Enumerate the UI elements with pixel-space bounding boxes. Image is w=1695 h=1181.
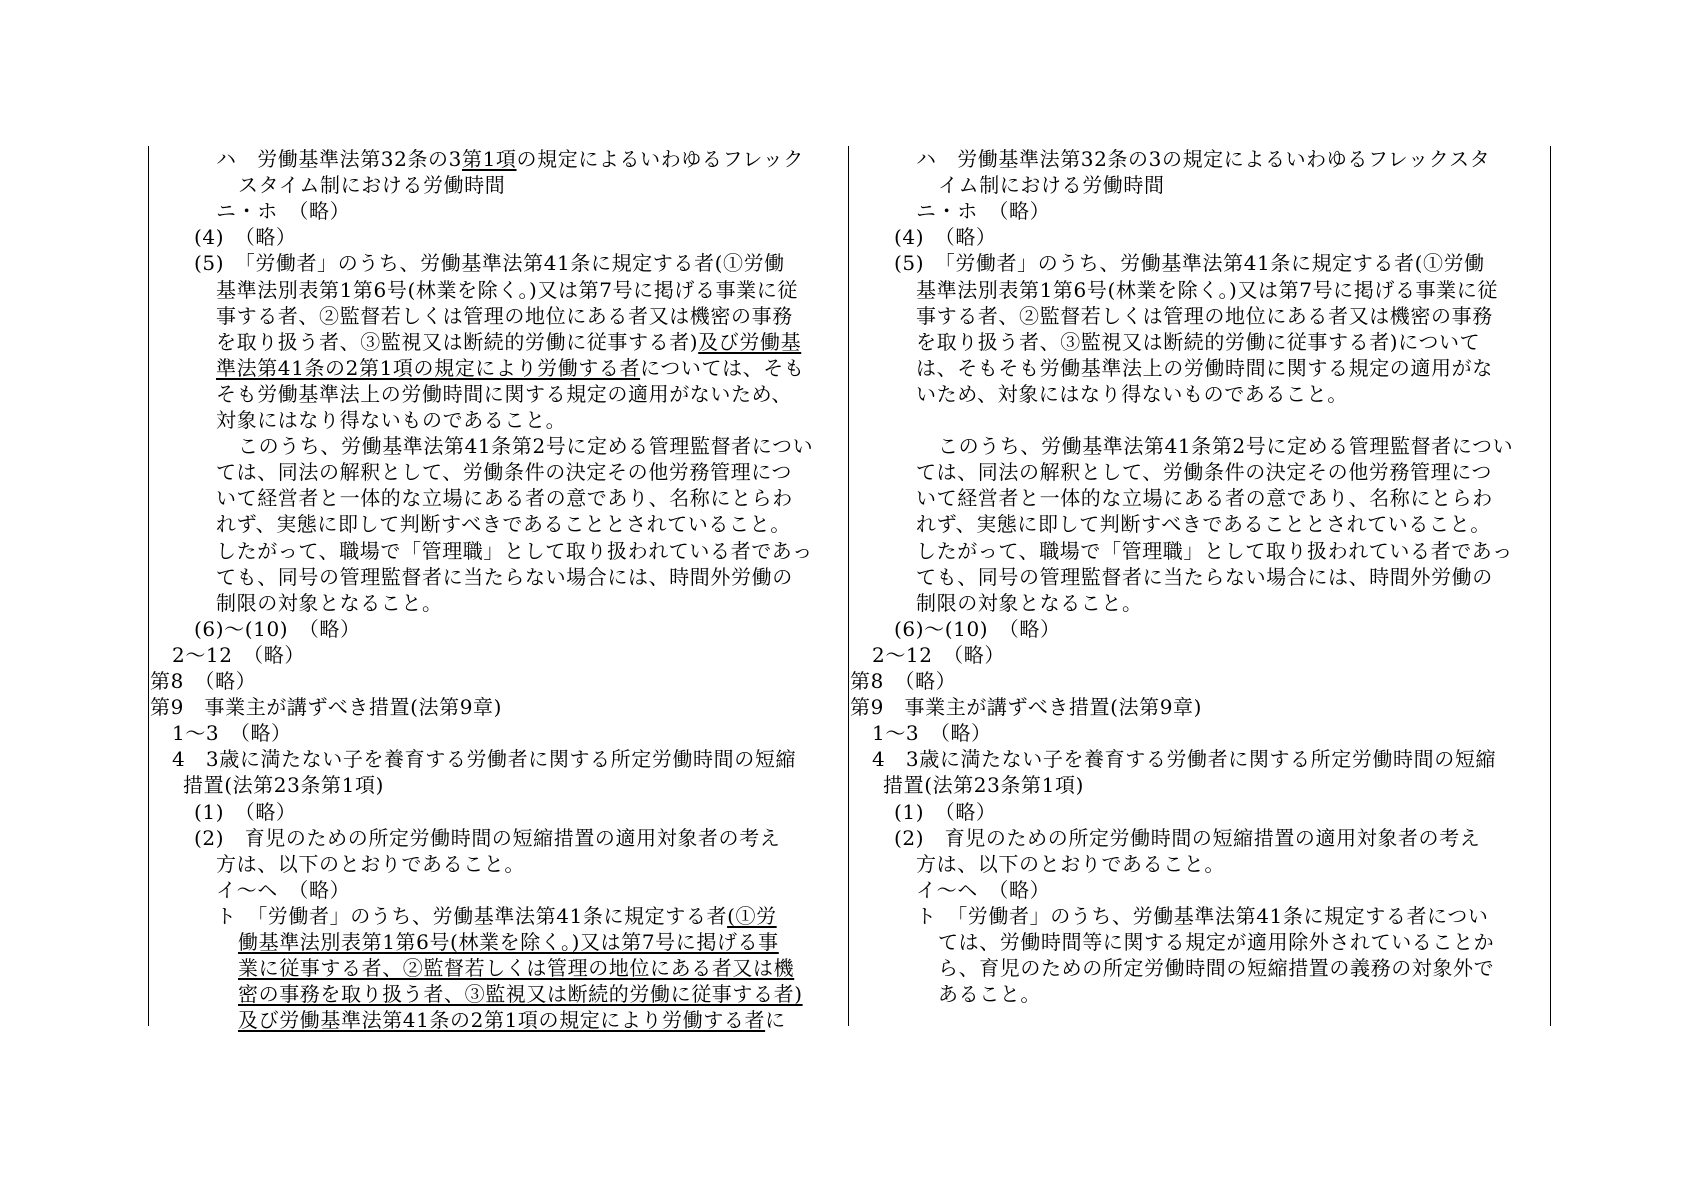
text-line — [850, 198, 1050, 224]
text-line — [850, 642, 1005, 668]
underlined-text-segment: 働基準法別表第1第6号(林業を除く。)又は第7号に掲げる事 — [238, 930, 779, 954]
text-line — [150, 720, 292, 746]
text-segment: (1) （略） — [894, 799, 997, 824]
text-line — [850, 277, 1498, 303]
text-segment: いて経営者と一体的な立場にある者の意であり、名称にとらわ — [216, 486, 793, 511]
text-line — [850, 720, 992, 746]
text-line — [150, 851, 525, 877]
text-segment: 方は、以下のとおりであること。 — [216, 851, 525, 876]
text-line — [850, 355, 1493, 381]
left-border-line — [148, 146, 149, 1026]
text-line — [850, 303, 1493, 329]
text-segment: (6)～(10) （略） — [194, 616, 361, 641]
text-line — [850, 381, 1348, 407]
text-segment: 事する者、②監督若しくは管理の地位にある者又は機密の事務 — [216, 303, 793, 328]
text-line — [850, 224, 997, 250]
text-line — [850, 433, 1513, 459]
text-line — [150, 955, 794, 981]
text-segment: 対象にはなり得ないものであること。 — [216, 408, 567, 432]
underlined-text-segment: 業に従事する者、②監督若しくは管理の地位にある者又は機 — [238, 956, 795, 981]
text-line — [850, 955, 1494, 981]
text-segment: 制限の対象となること。 — [216, 590, 443, 615]
text-line — [150, 668, 256, 694]
text-line — [150, 538, 813, 564]
text-line — [850, 564, 1493, 590]
text-line — [150, 981, 803, 1007]
text-line — [150, 355, 805, 381]
text-segment: ニ・ホ （略） — [216, 199, 351, 224]
text-segment: イ～ヘ （略） — [916, 877, 1051, 902]
text-line — [850, 590, 1143, 616]
text-segment: (1) （略） — [194, 799, 297, 824]
text-line — [850, 929, 1494, 955]
text-segment: イム制における労働時間 — [938, 173, 1165, 198]
text-line — [850, 146, 1490, 172]
text-line — [150, 277, 798, 303]
underlined-text-segment: 準法第41条の2第1項の規定により労働する者 — [216, 355, 641, 380]
text-line — [150, 799, 297, 825]
text-line — [850, 746, 1496, 772]
text-line — [150, 746, 796, 772]
text-line — [850, 851, 1225, 877]
text-line — [150, 433, 813, 459]
text-segment: 第9 事業主が講ずべき措置(法第9章) — [150, 695, 503, 720]
text-segment: 方は、以下のとおりであること。 — [916, 851, 1225, 876]
underlined-text-segment: 密の事務を取り扱う者、③監視又は断続的労働に従事する者) — [238, 982, 803, 1007]
text-line — [850, 329, 1480, 355]
text-line — [850, 981, 1041, 1007]
text-segment: このうち、労働基準法第41条第2号に定める管理監督者につい — [938, 434, 1514, 459]
text-segment: 4 3歳に満たない子を養育する労働者に関する所定労働時間の短縮 — [872, 747, 1497, 772]
text-line — [850, 799, 997, 825]
underlined-text-segment: 及び労働基準法第41条の2第1項の規定により労働する者 — [238, 1008, 766, 1033]
text-line — [850, 538, 1513, 564]
text-segment: (4) （略） — [894, 225, 997, 250]
text-segment: 基準法別表第1第6号(林業を除く。)又は第7号に掲げる事業に従 — [216, 277, 798, 302]
text-line — [850, 694, 1202, 720]
text-line — [150, 303, 793, 329]
text-segment: れず、実態に即して判断すべきであることとされていること。 — [916, 512, 1491, 537]
text-line — [850, 616, 1061, 642]
text-segment: 制限の対象となること。 — [916, 590, 1143, 615]
text-line — [150, 616, 361, 642]
text-line — [850, 877, 1050, 903]
underlined-text-segment: 及び労働基 — [698, 329, 802, 354]
text-segment: 1～3 （略） — [872, 721, 992, 746]
text-segment: (5) 「労働者」のうち、労働基準法第41条に規定する者(①労働 — [894, 251, 1485, 276]
text-segment: の規定によるいわゆるフレック — [516, 147, 804, 171]
text-segment: を取り扱う者、③監視又は断続的労働に従事する者) — [216, 329, 699, 354]
text-segment: 措置(法第23条第1項) — [183, 773, 384, 798]
text-line — [150, 825, 780, 851]
text-line — [150, 642, 305, 668]
text-segment: ては、同法の解釈として、労働条件の決定その他労務管理につ — [216, 460, 792, 485]
text-segment: ト 「労働者」のうち、労働基準法第41条に規定する者 — [216, 903, 728, 928]
text-line — [150, 198, 350, 224]
text-segment: イ～ヘ （略） — [216, 877, 351, 902]
text-segment: このうち、労働基準法第41条第2号に定める管理監督者につい — [238, 434, 814, 459]
text-line — [850, 772, 1084, 798]
text-segment: (4) （略） — [194, 225, 297, 250]
text-line — [150, 250, 785, 276]
text-line — [850, 668, 956, 694]
text-segment: (2) 育児のための所定労働時間の短縮措置の適用対象者の考え — [194, 825, 781, 850]
text-segment: れず、実態に即して判断すべきであることとされていること。 — [216, 512, 791, 537]
text-segment: 第9 事業主が講ずべき措置(法第9章) — [850, 695, 1203, 720]
text-segment: 1～3 （略） — [172, 721, 292, 746]
text-segment: ら、育児のための所定労働時間の短縮措置の義務の対象外で — [938, 956, 1495, 981]
text-line — [150, 511, 791, 537]
text-segment: 基準法別表第1第6号(林業を除く。)又は第7号に掲げる事業に従 — [916, 277, 1498, 302]
text-line — [850, 485, 1493, 511]
text-segment: ニ・ホ （略） — [916, 199, 1051, 224]
text-line — [150, 929, 779, 955]
text-segment: (2) 育児のための所定労働時間の短縮措置の適用対象者の考え — [894, 825, 1481, 850]
text-line — [150, 407, 566, 433]
text-segment: 第8 （略） — [850, 669, 957, 693]
text-segment: いため、対象にはなり得ないものであること。 — [916, 381, 1348, 406]
text-segment: 措置(法第23条第1項) — [883, 773, 1084, 798]
underlined-text-segment: (①労 — [727, 903, 777, 928]
text-segment: いて経営者と一体的な立場にある者の意であり、名称にとらわ — [916, 486, 1493, 511]
text-segment: 2～12 （略） — [172, 642, 305, 667]
text-line — [150, 877, 350, 903]
underlined-text-segment: 第1項 — [461, 147, 517, 171]
text-line — [150, 590, 443, 616]
text-line — [150, 146, 804, 172]
text-segment: したがって、職場で「管理職」として取り扱われている者であっ — [916, 538, 1513, 563]
text-segment: に — [765, 1008, 786, 1033]
right-border-line — [1550, 146, 1551, 1026]
text-segment: については、そも — [640, 355, 805, 380]
text-segment: あること。 — [938, 982, 1041, 1007]
text-segment: ト 「労働者」のうち、労働基準法第41条に規定する者につい — [916, 903, 1489, 928]
text-line — [850, 172, 1165, 198]
text-segment: ハ 労働基準法第32条の3 — [216, 147, 462, 171]
text-line — [150, 459, 792, 485]
text-segment: 第8 （略） — [150, 669, 257, 693]
text-segment: したがって、職場で「管理職」として取り扱われている者であっ — [216, 538, 813, 563]
text-line — [850, 825, 1480, 851]
text-segment: (5) 「労働者」のうち、労働基準法第41条に規定する者(①労働 — [194, 251, 785, 276]
text-segment: ては、労働時間等に関する規定が適用除外されていることか — [938, 930, 1495, 954]
text-segment: を取り扱う者、③監視又は断続的労働に従事する者)について — [916, 329, 1481, 354]
text-segment: 事する者、②監督若しくは管理の地位にある者又は機密の事務 — [916, 303, 1493, 328]
text-segment: ても、同号の管理監督者に当たらない場合には、時間外労働の — [916, 564, 1493, 589]
text-segment: は、そもそも労働基準法上の労働時間に関する規定の適用がな — [916, 355, 1493, 380]
text-segment: そも労働基準法上の労働時間に関する規定の適用がないため、 — [216, 381, 792, 406]
text-segment: ても、同号の管理監督者に当たらない場合には、時間外労働の — [216, 564, 793, 589]
text-line — [850, 407, 916, 433]
text-line — [150, 903, 777, 929]
text-line — [150, 485, 793, 511]
text-line — [150, 224, 297, 250]
text-line — [850, 459, 1492, 485]
text-segment: 4 3歳に満たない子を養育する労働者に関する所定労働時間の短縮 — [172, 747, 797, 772]
text-line — [850, 903, 1488, 929]
text-line — [850, 511, 1491, 537]
text-line — [150, 172, 505, 198]
text-line — [850, 250, 1485, 276]
text-segment: スタイム制における労働時間 — [238, 173, 506, 198]
text-segment: ハ 労働基準法第32条の3の規定によるいわゆるフレックスタ — [916, 147, 1491, 171]
text-line — [150, 772, 384, 798]
text-line — [150, 694, 502, 720]
text-line — [150, 381, 792, 407]
text-line — [150, 329, 801, 355]
text-segment: (6)～(10) （略） — [894, 616, 1061, 641]
text-segment: 2～12 （略） — [872, 642, 1005, 667]
text-line — [150, 564, 793, 590]
text-line — [150, 1007, 786, 1033]
text-segment: ては、同法の解釈として、労働条件の決定その他労務管理につ — [916, 460, 1492, 485]
center-divider-line — [848, 146, 849, 1026]
